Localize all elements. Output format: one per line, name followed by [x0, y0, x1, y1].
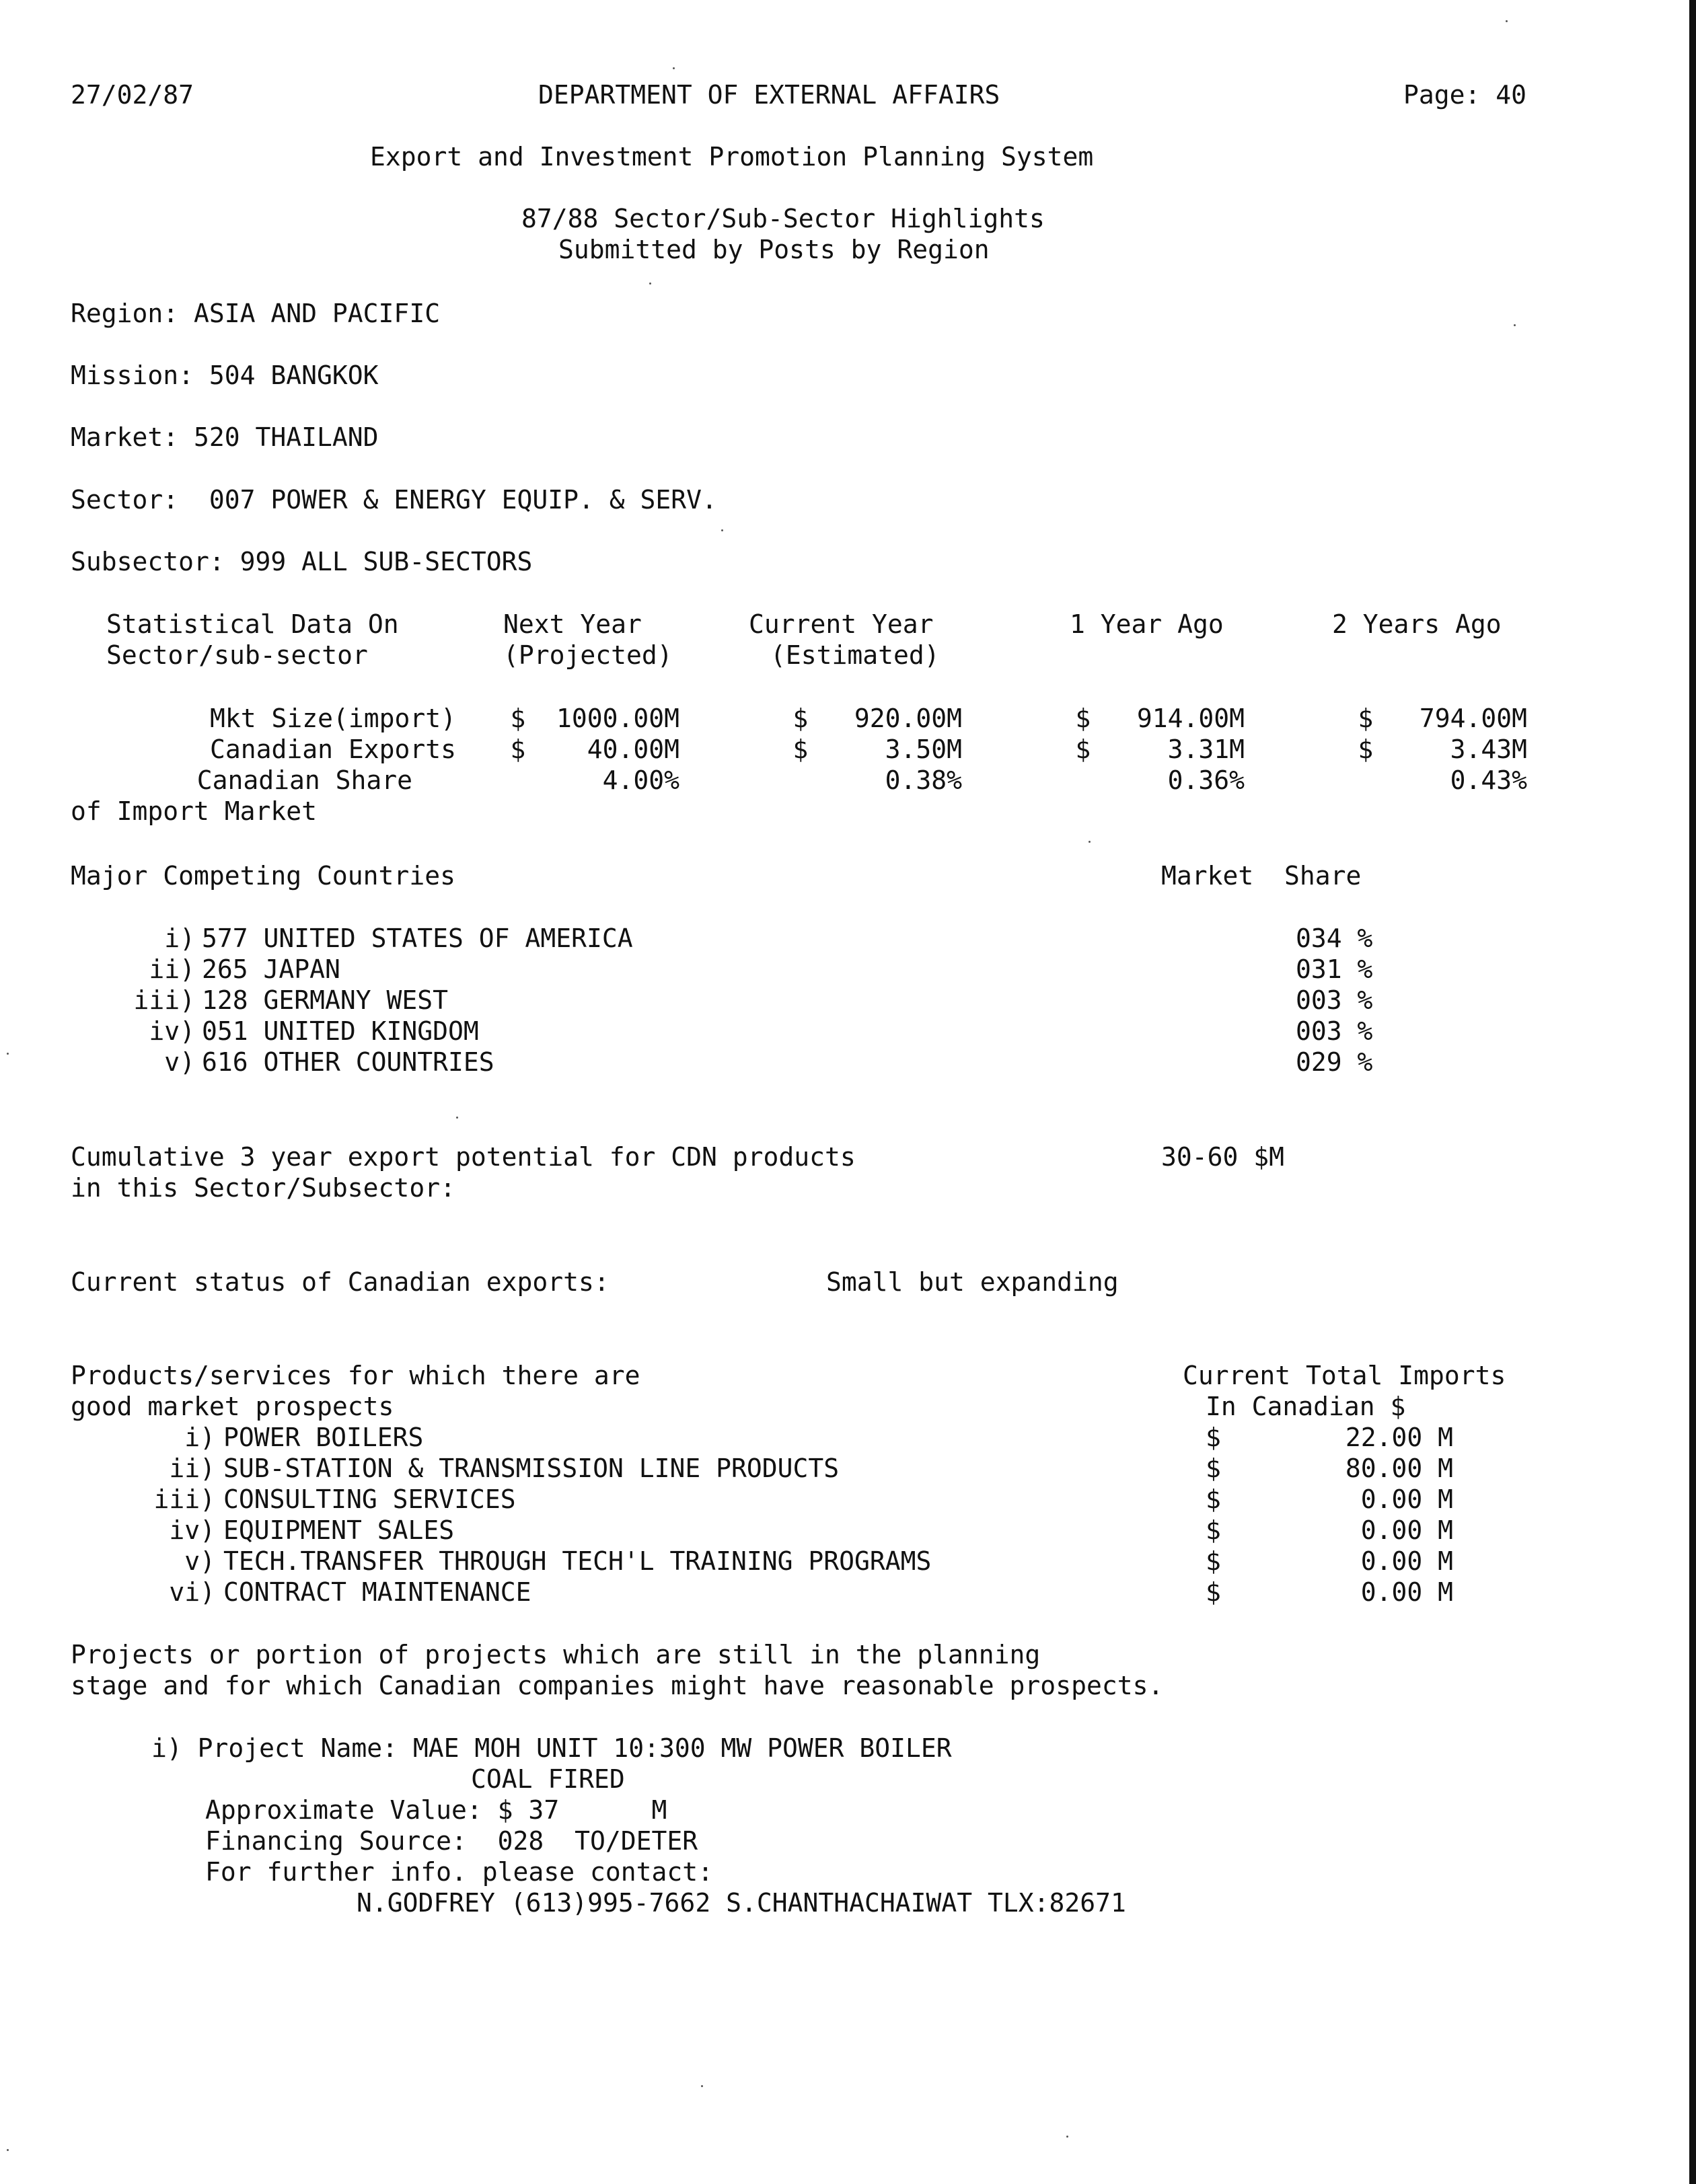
project-name-cont: COAL FIRED [471, 1764, 625, 1794]
stats-row-label: Mkt Size(import) [209, 704, 456, 733]
competitor-name: 265 JAPAN [202, 954, 340, 984]
stats-value: $ 3.31M [1075, 735, 1245, 764]
product-amount: 0.00 M [1360, 1546, 1453, 1576]
col-subheader-current-year: (Estimated) [770, 640, 940, 670]
stats-share-continuation: of Import Market [71, 796, 318, 826]
competitor-num: v) [164, 1047, 195, 1077]
subsector-field: Subsector: 999 ALL SUB-SECTORS [71, 547, 533, 576]
competitor-num: i) [164, 924, 195, 953]
stats-row-label: Canadian Share [196, 765, 412, 795]
system-title: Export and Investment Promotion Planning System [370, 142, 1094, 172]
scan-speck [456, 1117, 458, 1119]
stats-row-label: Canadian Exports [209, 735, 456, 764]
stats-value: 4.00% [602, 765, 679, 795]
projects-intro-2: stage and for which Canadian companies might have reasonable prospects. [71, 1671, 1164, 1700]
stats-value: $ 3.43M [1358, 735, 1527, 764]
col-subheader-next-year: (Projected) [503, 640, 673, 670]
project-financing: Financing Source: 028 TO/DETER [205, 1826, 698, 1856]
imports-subheader: In Canadian $ [1206, 1392, 1406, 1421]
scan-speck [1066, 2136, 1068, 2138]
stats-value: $ 40.00M [510, 735, 679, 764]
competitors-title: Major Competing Countries [71, 861, 455, 891]
stats-head-label-2: Sector/sub-sector [106, 640, 368, 670]
stats-value: 0.36% [1167, 765, 1245, 795]
export-potential-label-2: in this Sector/Subsector: [71, 1173, 455, 1203]
scan-speck [673, 67, 675, 69]
col-header-current-year: Current Year [749, 609, 934, 639]
export-potential-value: 30-60 $M [1161, 1142, 1285, 1172]
product-num: v) [184, 1546, 215, 1576]
competitor-name: 616 OTHER COUNTRIES [202, 1047, 494, 1077]
competitor-share: 034 % [1296, 924, 1373, 953]
competitor-name: 577 UNITED STATES OF AMERICA [202, 924, 633, 953]
product-amount: 0.00 M [1360, 1577, 1453, 1607]
product-num: iii) [153, 1484, 215, 1514]
department-title: DEPARTMENT OF EXTERNAL AFFAIRS [538, 80, 1000, 110]
export-status-value: Small but expanding [826, 1267, 1119, 1297]
scan-speck [7, 1053, 9, 1055]
product-amount: 0.00 M [1360, 1515, 1453, 1545]
scan-speck [1514, 324, 1516, 326]
competitor-name: 051 UNITED KINGDOM [202, 1016, 479, 1046]
competitor-name: 128 GERMANY WEST [202, 985, 449, 1015]
product-name: CONTRACT MAINTENANCE [223, 1577, 531, 1607]
competitor-num: ii) [149, 954, 195, 984]
stats-value: 0.43% [1450, 765, 1527, 795]
projects-intro: Projects or portion of projects which are still in the planning [71, 1640, 1041, 1669]
product-currency: $ [1206, 1423, 1221, 1452]
product-amount: 80.00 M [1345, 1454, 1453, 1483]
product-currency: $ [1206, 1484, 1221, 1514]
product-name: SUB-STATION & TRANSMISSION LINE PRODUCTS [223, 1454, 840, 1483]
report-date: 27/02/87 [71, 80, 194, 110]
col-header-next-year: Next Year [503, 609, 642, 639]
project-contact: N.GODFREY (613)995-7662 S.CHANTHACHAIWAT TLX:82671 [357, 1888, 1126, 1918]
market-field: Market: 520 THAILAND [71, 422, 379, 452]
region-field: Region: ASIA AND PACIFIC [71, 299, 441, 328]
competitor-num: iii) [133, 985, 195, 1015]
stats-value: $ 3.50M [792, 735, 962, 764]
imports-header: Current Total Imports [1183, 1361, 1506, 1390]
market-share-header: Market Share [1161, 861, 1362, 891]
product-name: POWER BOILERS [223, 1423, 424, 1452]
competitor-share: 003 % [1296, 985, 1373, 1015]
stats-value: $ 1000.00M [510, 704, 679, 733]
sector-field: Sector: 007 POWER & ENERGY EQUIP. & SERV. [71, 485, 717, 515]
product-num: ii) [169, 1454, 215, 1483]
product-name: TECH.TRANSFER THROUGH TECH'L TRAINING PROGRAMS [223, 1546, 932, 1576]
scan-edge [1689, 0, 1696, 2184]
page-number: Page: 40 [1403, 80, 1527, 110]
col-header-2-years-ago: 2 Years Ago [1332, 609, 1502, 639]
project-name: i) Project Name: MAE MOH UNIT 10:300 MW POWER BOILER [151, 1733, 952, 1763]
export-potential-label: Cumulative 3 year export potential for CDN products [71, 1142, 856, 1172]
mission-field: Mission: 504 BANGKOK [71, 361, 379, 390]
scan-speck [649, 283, 651, 285]
stats-value: $ 794.00M [1358, 704, 1527, 733]
stats-head-label: Statistical Data On [106, 609, 399, 639]
products-intro-2: good market prospects [71, 1392, 394, 1421]
project-value: Approximate Value: $ 37 M [205, 1795, 667, 1825]
col-header-1-year-ago: 1 Year Ago [1070, 609, 1224, 639]
product-currency: $ [1206, 1577, 1221, 1607]
product-currency: $ [1206, 1454, 1221, 1483]
scan-speck [701, 2085, 703, 2087]
competitor-num: iv) [149, 1016, 195, 1046]
product-name: EQUIPMENT SALES [223, 1515, 455, 1545]
project-contact-label: For further info. please contact: [205, 1857, 713, 1887]
report-subtitle-2: Submitted by Posts by Region [558, 235, 990, 264]
competitor-share: 031 % [1296, 954, 1373, 984]
product-name: CONSULTING SERVICES [223, 1484, 516, 1514]
product-currency: $ [1206, 1515, 1221, 1545]
report-subtitle: 87/88 Sector/Sub-Sector Highlights [521, 204, 1045, 233]
stats-value: 0.38% [885, 765, 962, 795]
export-status-label: Current status of Canadian exports: [71, 1267, 610, 1297]
competitor-share: 029 % [1296, 1047, 1373, 1077]
scan-speck [721, 529, 723, 531]
scan-speck [7, 2149, 9, 2151]
product-num: i) [184, 1423, 215, 1452]
products-intro: Products/services for which there are [71, 1361, 640, 1390]
stats-value: $ 914.00M [1075, 704, 1245, 733]
product-amount: 0.00 M [1360, 1484, 1453, 1514]
product-amount: 22.00 M [1345, 1423, 1453, 1452]
competitor-share: 003 % [1296, 1016, 1373, 1046]
scan-speck [1089, 841, 1091, 843]
product-num: vi) [169, 1577, 215, 1607]
stats-value: $ 920.00M [792, 704, 962, 733]
scan-speck [1506, 20, 1508, 22]
product-currency: $ [1206, 1546, 1221, 1576]
product-num: iv) [169, 1515, 215, 1545]
